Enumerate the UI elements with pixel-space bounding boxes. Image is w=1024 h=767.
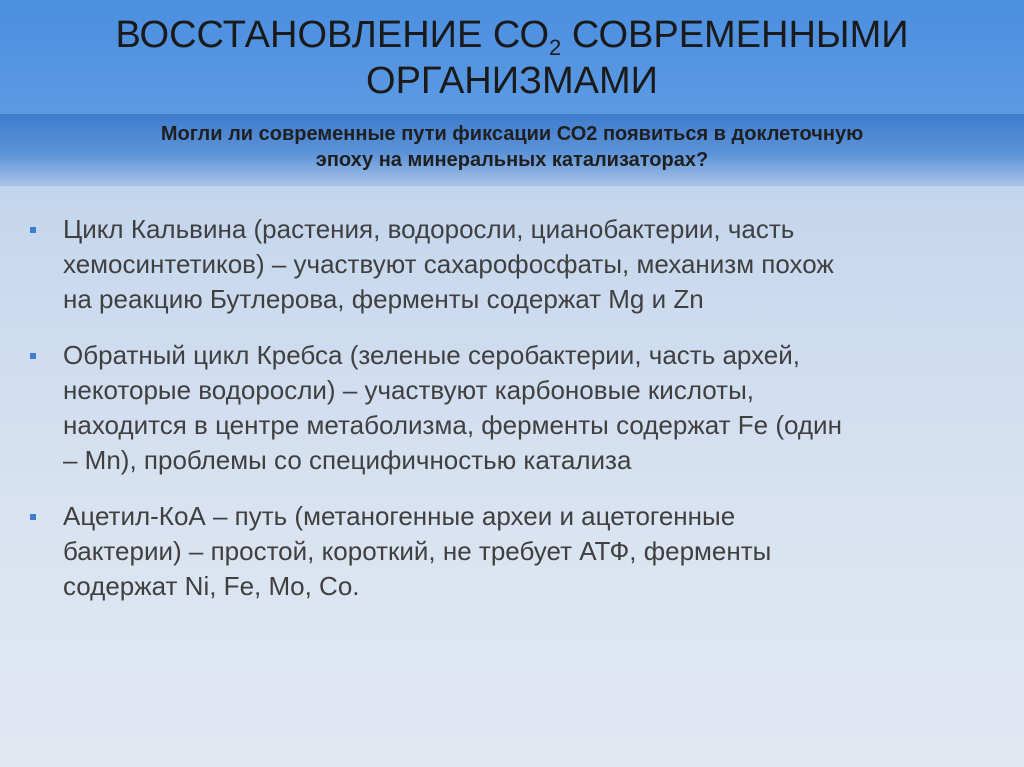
bullet-line: Обратный цикл Кребса (зеленые серобактерии, часть архей, xyxy=(63,340,801,370)
title-text-rest: СОВРЕМЕННЫМИ xyxy=(561,14,909,56)
subtitle-line-2: эпоху на минеральных катализаторах? xyxy=(315,149,709,171)
title-line-2: ОРГАНИЗМАМИ xyxy=(366,60,658,102)
bullet-line: хемосинтетиков) – участвуют сахарофосфаты, механизм похож xyxy=(63,249,834,279)
bullet-line: содержат Ni, Fe, Mo, Co. xyxy=(63,571,360,601)
bullet-line: Цикл Кальвина (растения, водоросли, цианобактерии, часть xyxy=(63,214,795,244)
bullet-line: бактерии) – простой, короткий, не требует АТФ, ферменты xyxy=(63,536,772,566)
bullet-line: некоторые водоросли) – участвуют карбоновые кислоты, xyxy=(63,375,755,405)
bullet-line: на реакцию Бутлерова, ферменты содержат Mg и Zn xyxy=(63,284,704,314)
bullet-square-icon xyxy=(30,353,36,359)
title-subscript: 2 xyxy=(549,35,562,60)
subtitle-line-1: Могли ли современные пути фиксации СО2 появиться в доклеточную xyxy=(160,123,864,145)
bullet-item-acetyl-coa-pathway xyxy=(30,499,990,604)
bullet-list xyxy=(30,212,990,625)
bullet-square-icon xyxy=(30,227,36,233)
slide-title xyxy=(40,12,984,104)
slide-subtitle xyxy=(40,121,984,173)
bullet-line: – Mn), проблемы со специфичностью катализа xyxy=(63,445,632,475)
bullet-line: Ацетил-КоА – путь (метаногенные археи и ацетогенные xyxy=(63,501,736,531)
bullet-item-calvin-cycle xyxy=(30,212,990,317)
title-text-main: ВОССТАНОВЛЕНИЕ СО xyxy=(115,14,550,56)
bullet-line: находится в центре метаболизма, ферменты содержат Fe (один xyxy=(63,410,842,440)
bullet-square-icon xyxy=(30,514,36,520)
bullet-item-reverse-krebs-cycle xyxy=(30,338,990,478)
